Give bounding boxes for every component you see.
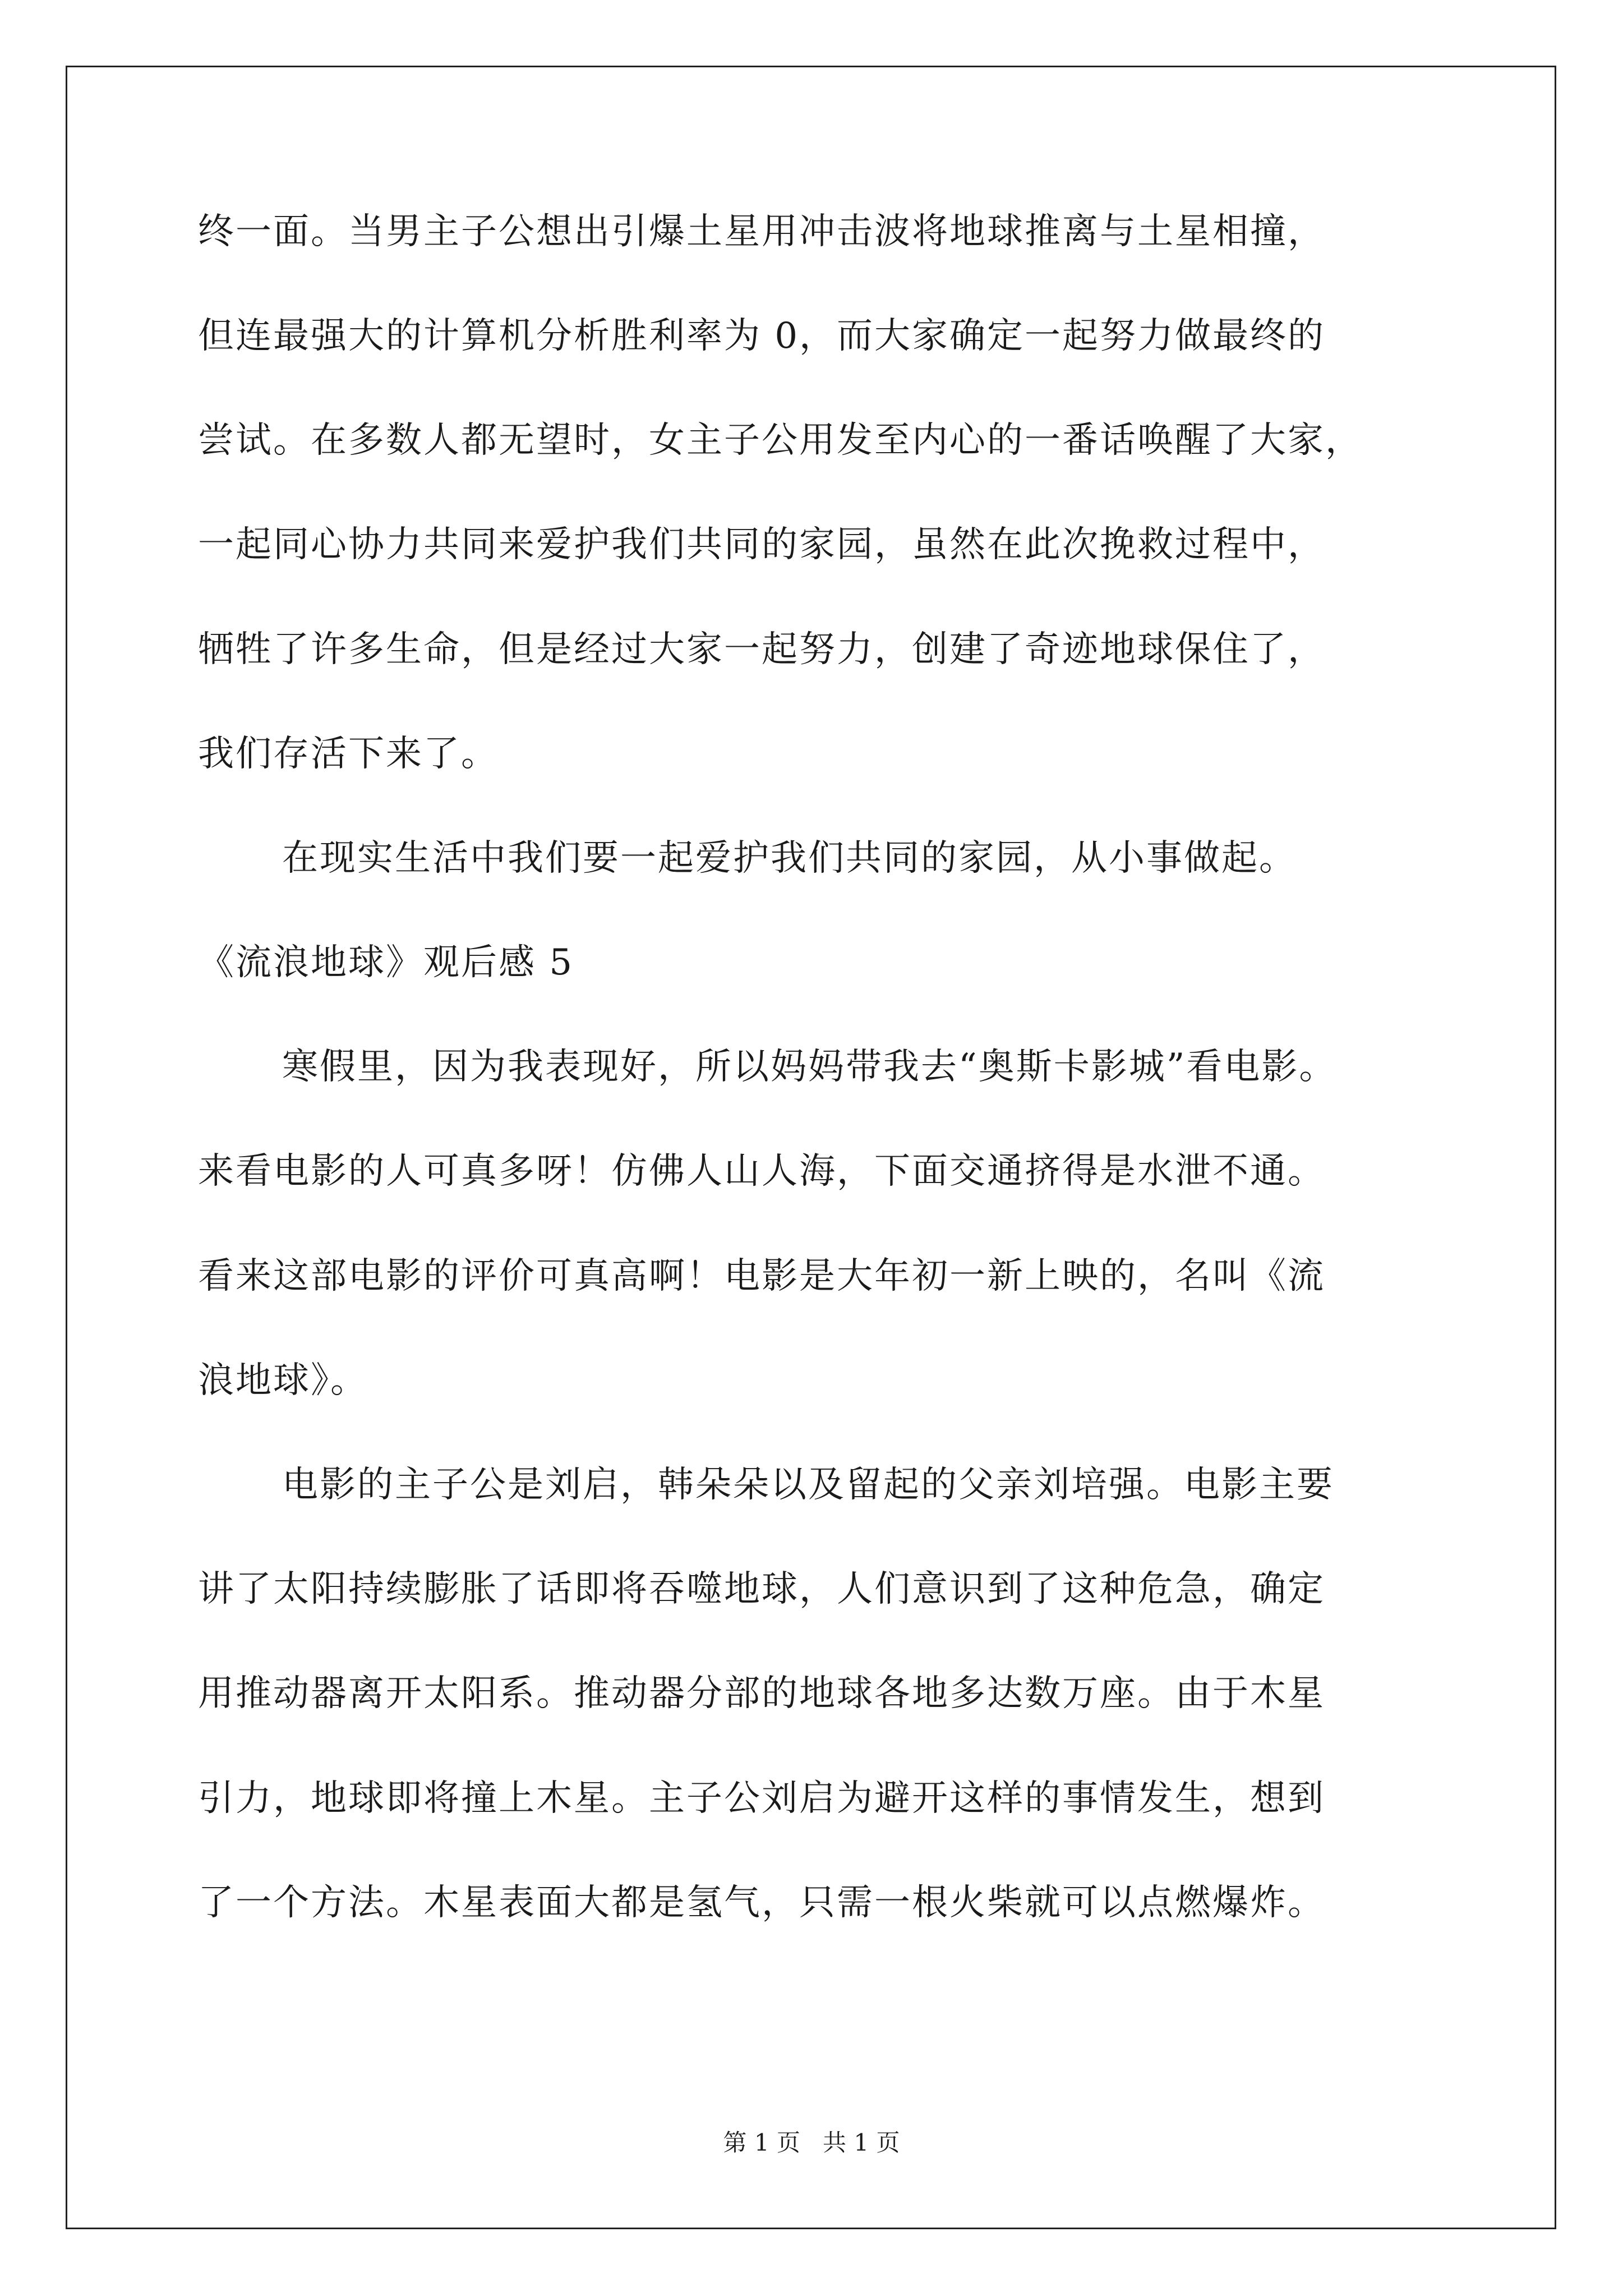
- paragraph-first-line: 在现实生活中我们要一起爱护我们共同的家园，从小事做起。: [282, 838, 1297, 879]
- paragraph-first-line: 寒假里，因为我表现好，所以妈妈带我去“奥斯卡影城”看电影。: [282, 1046, 1337, 1088]
- text-line: 牺牲了许多生命，但是经过大家一起努力，创建了奇迹地球保住了，: [198, 629, 1325, 670]
- text-line: 浪地球》。: [198, 1360, 368, 1401]
- text-line: 用推动器离开太阳系。推动器分部的地球各地多达数万座。由于木星: [198, 1673, 1325, 1714]
- text-line: 看来这部电影的评价可真高啊！电影是大年初一新上映的，名叫《流: [198, 1255, 1325, 1297]
- paragraph-first-line: 电影的主子公是刘启，韩朵朵以及留起的父亲刘培强。电影主要: [282, 1464, 1334, 1506]
- text-line: 我们存活下来了。: [198, 733, 499, 775]
- section-heading: 《流浪地球》观后感 5: [198, 942, 574, 983]
- text-line: 来看电影的人可真多呀！仿佛人山人海，下面交通挤得是水泄不通。: [198, 1151, 1325, 1192]
- text-line: 终一面。当男主子公想出引爆土星用冲击波将地球推离与土星相撞，: [198, 211, 1325, 252]
- page-footer: 第 1 页 共 1 页: [723, 2129, 900, 2156]
- text-line: 引力，地球即将撞上木星。主子公刘启为避开这样的事情发生，想到: [198, 1778, 1325, 1819]
- text-line: 尝试。在多数人都无望时，女主子公用发至内心的一番话唤醒了大家，: [198, 420, 1363, 461]
- text-line: 了一个方法。木星表面大都是氢气，只需一根火柴就可以点燃爆炸。: [198, 1882, 1325, 1924]
- text-line: 但连最强大的计算机分析胜利率为 0，而大家确定一起努力做最终的: [198, 315, 1326, 357]
- text-line: 讲了太阳持续膨胀了话即将吞噬地球，人们意识到了这种危急，确定: [198, 1568, 1325, 1610]
- text-line: 一起同心协力共同来爱护我们共同的家园，虽然在此次挽救过程中，: [198, 524, 1325, 565]
